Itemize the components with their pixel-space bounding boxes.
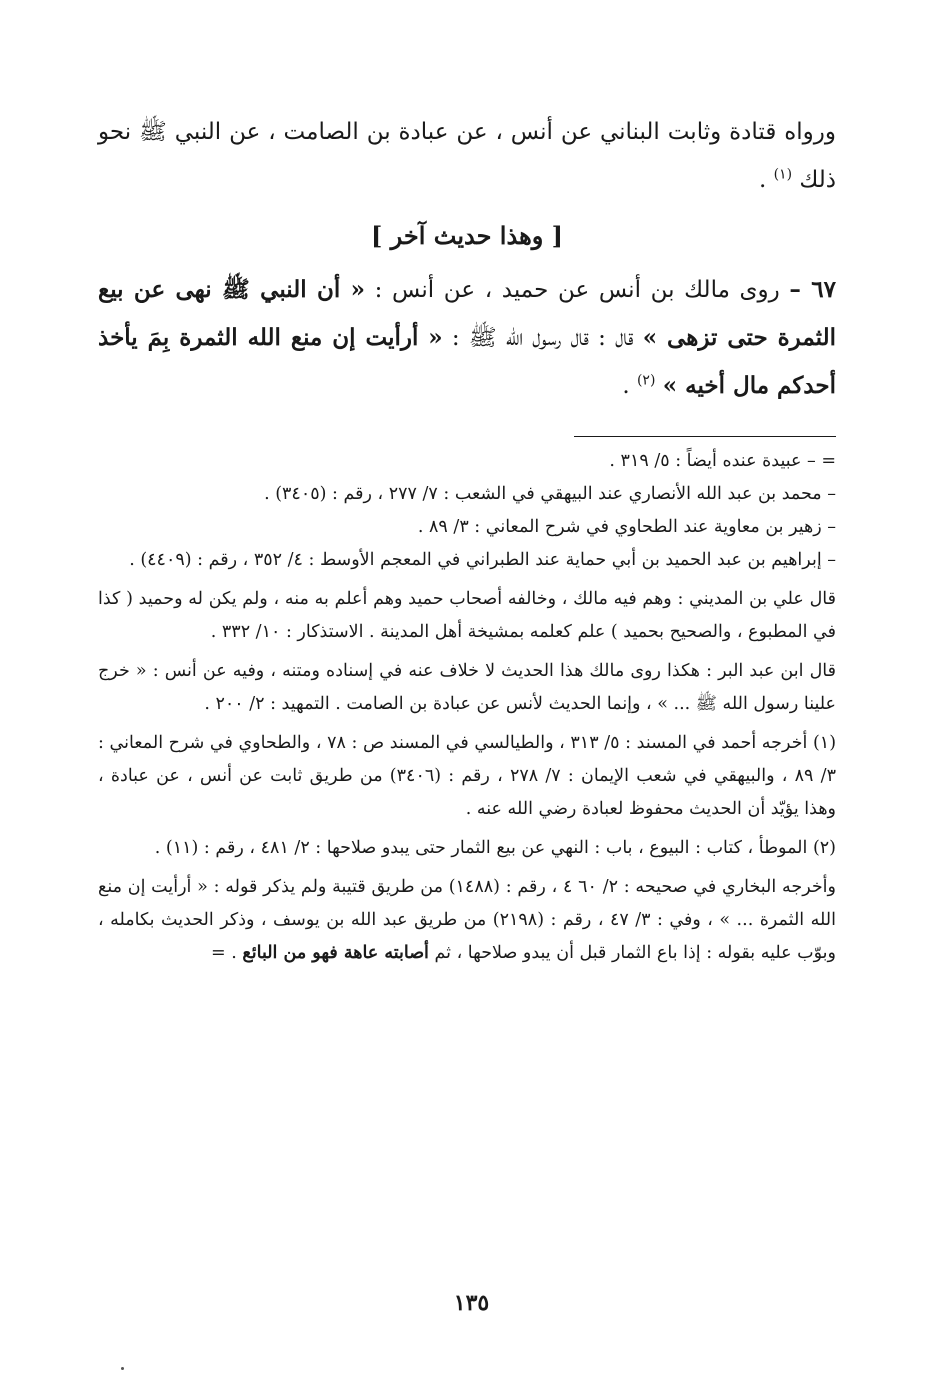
footnote-line: = – عبيدة عنده أيضاً : ٥/ ٣١٩ . <box>609 451 836 471</box>
hadith-part-1: روى مالك بن أنس عن حميد ، عن أنس : <box>374 277 780 303</box>
hadith-number: ٦٧ – <box>789 276 836 303</box>
page-number: ١٣٥ <box>453 1290 490 1316</box>
page-content <box>98 108 836 976</box>
main-text <box>98 108 836 410</box>
footnote-bold-quote: أصابته عاهة فهو من البائع <box>242 943 429 963</box>
footnotes <box>98 445 836 970</box>
section-heading: [ وهذا حديث آخر ] <box>370 221 564 250</box>
footnote-ref-1[interactable]: (١) <box>773 166 793 183</box>
footnote-paragraph: قال ابن عبد البر : هكذا روى مالك هذا الحديث لا خلاف عنه في إسناده ومتنه ، وفيه عن أنس : « خرج علينا رسول الله ﷺ ... » ، وإنما الحديث لأنس عن عبادة بن الصامت . التمهيد : ٢/ ٢٠٠ . <box>98 661 836 714</box>
hadith-end: . <box>622 373 630 399</box>
hadith-part-2: قال : قال رسول الله ﷺ : <box>451 325 634 351</box>
intro-end: . <box>758 167 767 193</box>
scan-speck <box>121 1367 124 1370</box>
intro-paragraph <box>98 108 836 204</box>
hadith-quote-2: « أرأيت إن منع الله الثمرة بِمَ يأخذ أحدكم مال أخيه » <box>98 324 836 399</box>
footnote-ref-2[interactable]: (٢) <box>636 372 656 389</box>
footnote-paragraph: قال علي بن المديني : وهم فيه مالك ، وخالفه أصحاب حميد وهم أعلم به منه ، ولم يكن له وحميد ( كذا في المطبوع ، والصحيح بحميد ) علم كعلمه بمشيخة أهل المدينة . الاستذكار : ١٠/ ٣٣٢ . <box>98 589 836 642</box>
footnote-line: – محمد بن عبد الله الأنصاري عند البيهقي في الشعب : ٧/ ٢٧٧ ، رقم : (٣٤٠٥) . <box>264 484 836 504</box>
footnote-2: (٢) الموطأ ، كتاب : البيوع ، باب : النهي عن بيع الثمار حتى يبدو صلاحها : ٢/ ٤٨١ ، رقم : (١١) . <box>154 838 836 858</box>
hadith-quote-1: « أن النبي ﷺ نهى عن بيع الثمرة حتى تزهى » <box>98 276 836 351</box>
footnote-divider <box>574 436 836 437</box>
footnote-line: – إبراهيم بن عبد الحميد بن أبي حماية عند الطبراني في المعجم الأوسط : ٤/ ٣٥٢ ، رقم : (٤٤٠٩) . <box>129 550 836 570</box>
footnote-1: (١) أخرجه أحمد في المسند : ٥/ ٣١٣ ، والطيالسي في المسند ص : ٧٨ ، والطحاوي في شرح المعاني : ٣/ ٨٩ ، والبيهقي في شعب الإيمان : ٧/ ٢٧٨ ، رقم : (٣٤٠٦) من طريق ثابت عن أنس ، عن عبادة ، وهذا يؤيّد أن الحديث محفوظ لعبادة رضي الله عنه . <box>98 733 837 819</box>
hadith-paragraph <box>98 266 836 410</box>
intro-line-1: ورواه قتادة وثابت البناني عن أنس ، عن عبادة بن الصامت ، عن النبي <box>174 119 837 145</box>
footnote-end: . = <box>211 943 237 963</box>
footnote-text: وأخرجه البخاري في صحيحه : ٢/ ٦٠ ٤ ، رقم : (١٤٨٨) من طريق قتيبة ولم يذكر قوله : « أرأيت إن منع الله الثمرة ... » ، وفي : ٣/ ٤٧ ، رقم : (٢١٩٨) من طريق عبد الله بن يوسف ، وذكر الحديث بكامله ، وبوّب عليه بقوله : إذا باع الثمار قبل أن يبدو صلاحها ، ثم <box>98 877 836 963</box>
footnote-paragraph <box>98 871 836 970</box>
intro-line-2: ﷺ نحو ذلك <box>98 119 836 193</box>
footnote-line: – زهير بن معاوية عند الطحاوي في شرح المعاني : ٣/ ٨٩ . <box>417 517 836 537</box>
